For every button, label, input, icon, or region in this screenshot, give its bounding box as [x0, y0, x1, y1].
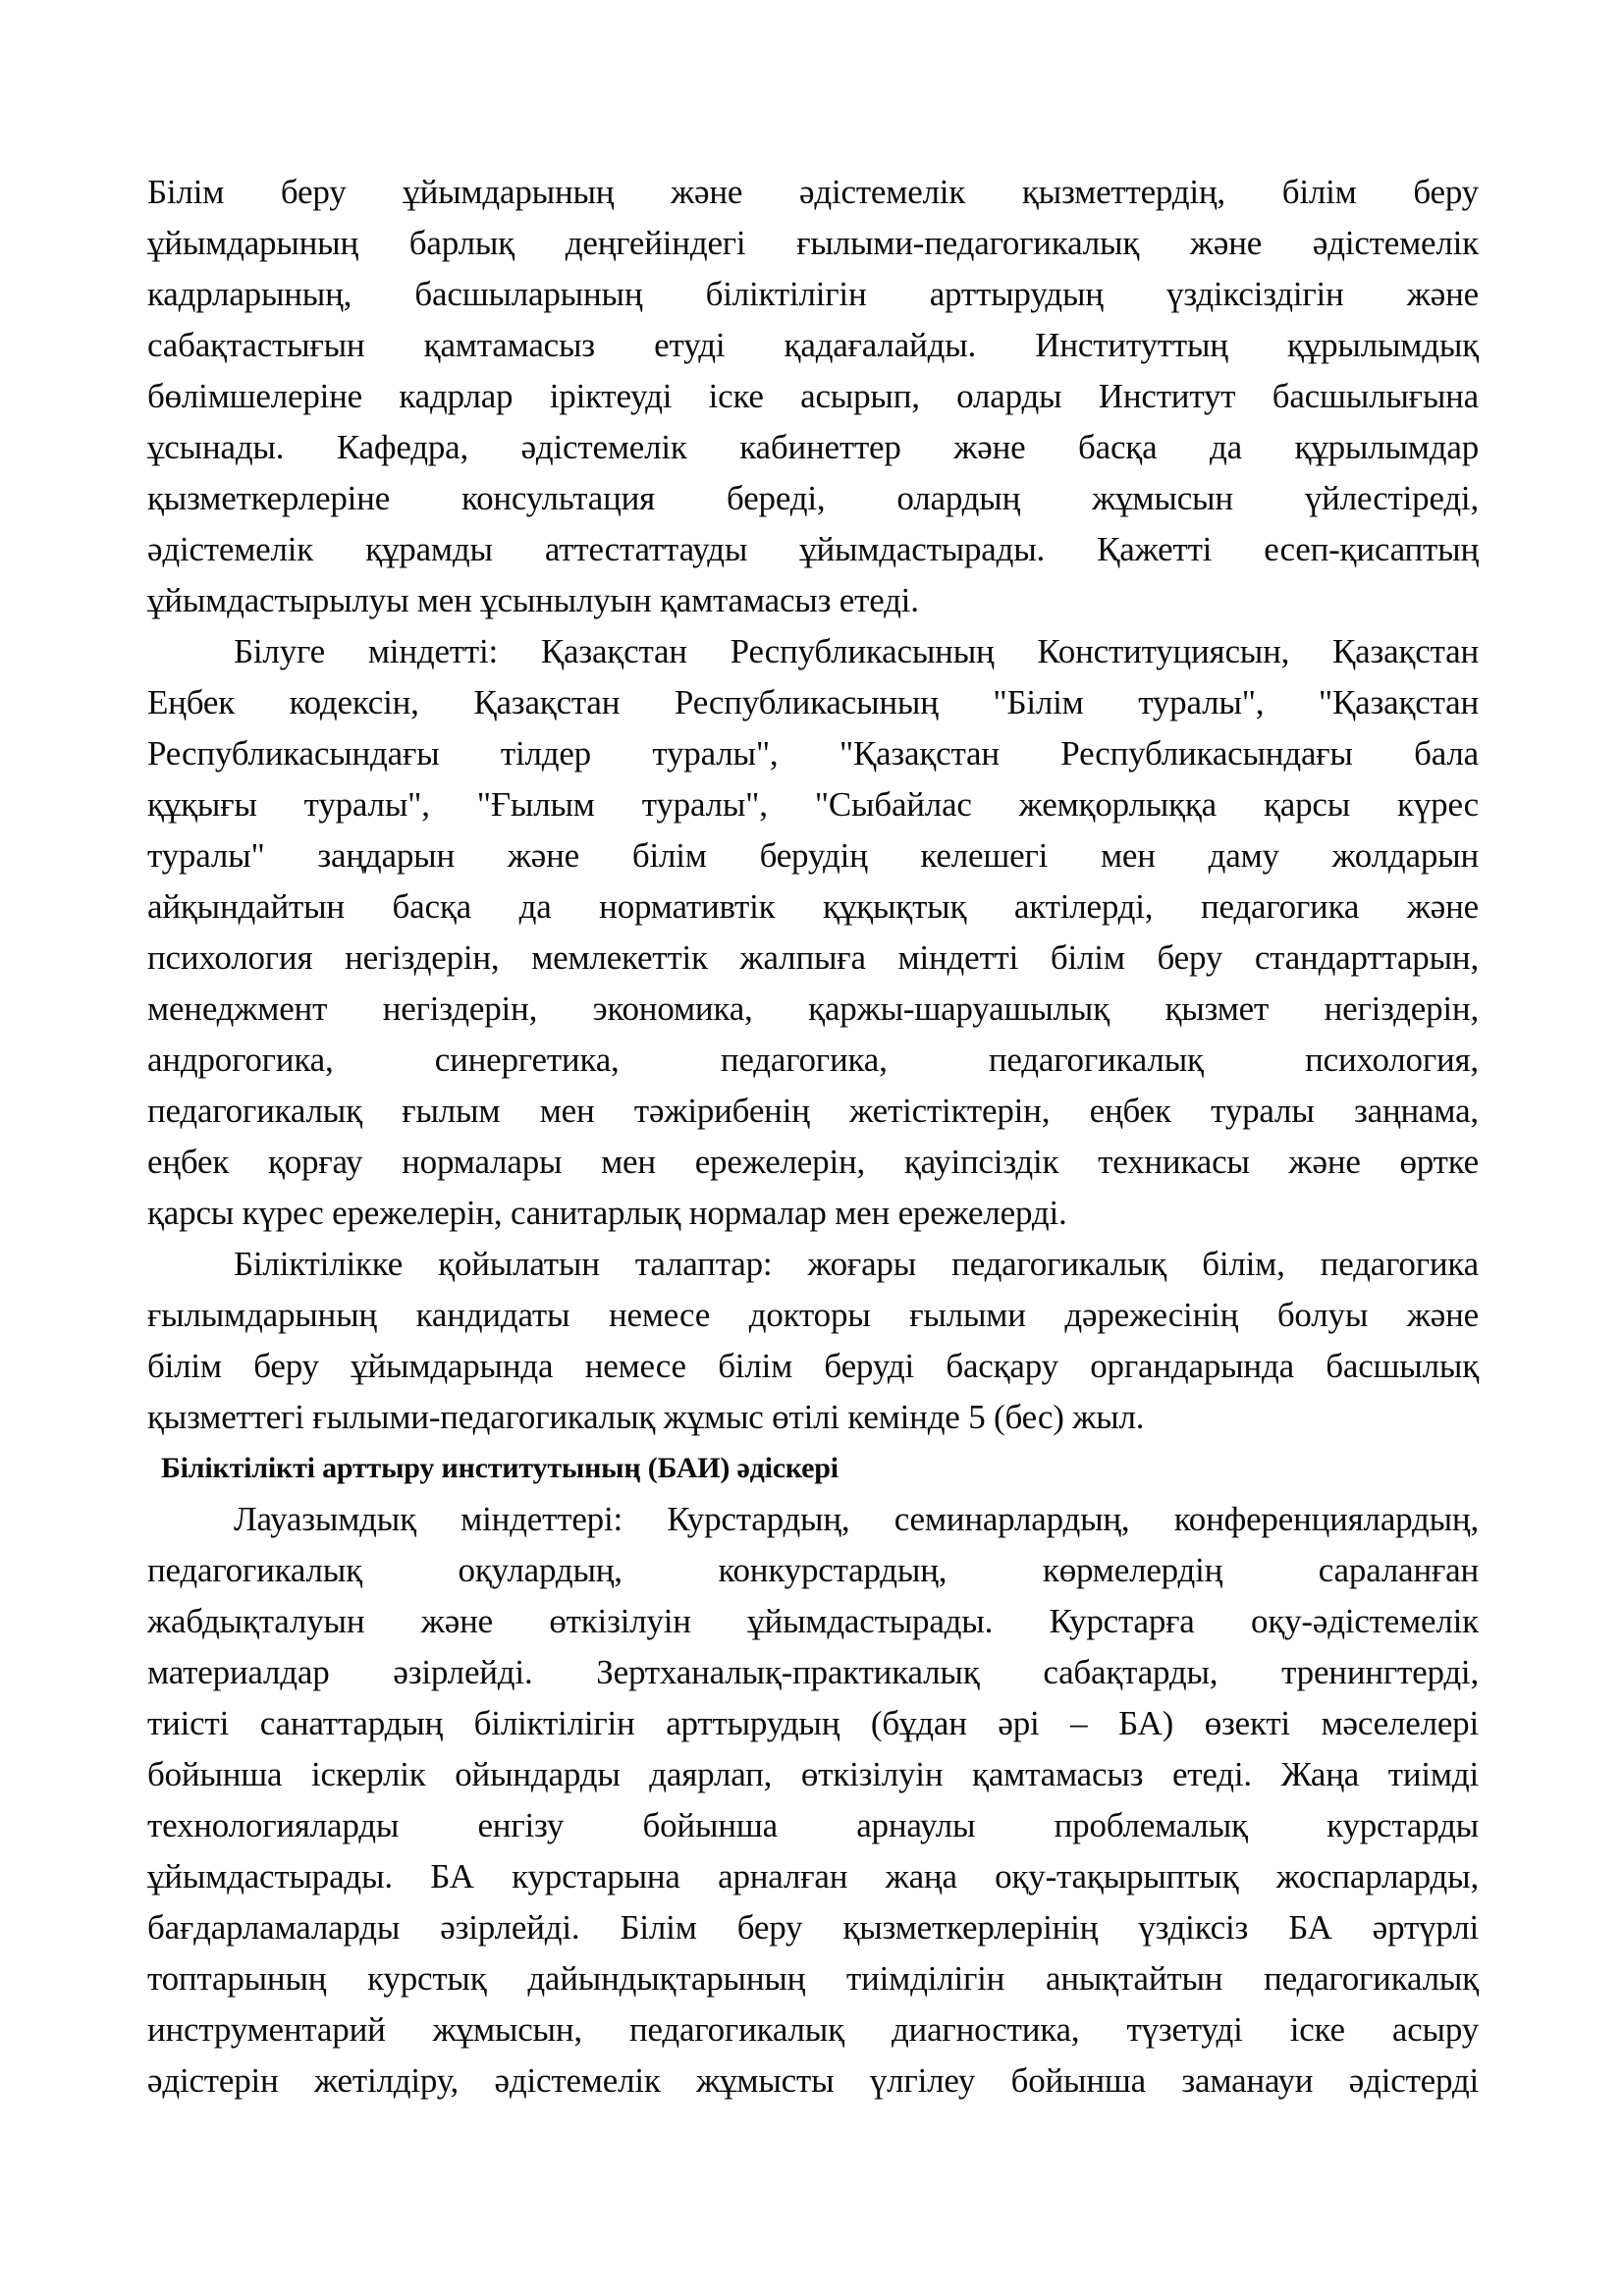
text-line: бойынша іскерлік ойындарды даярлап, өткізілуін қамтамасыз етеді. Жаңа тиімді: [147, 1755, 1479, 1793]
text-line: педагогикалық оқулардың, конкурстардың, көрмелердің сараланған: [147, 1551, 1479, 1589]
text-line: ұйымдастырылуы мен ұсынылуын қамтамасыз етеді.: [147, 581, 919, 619]
text-line: менеджмент негіздерін, экономика, қаржы-шаруашылық қызмет негіздерін,: [147, 989, 1479, 1028]
text-line: әдістерін жетілдіру, әдістемелік жұмысты үлгілеу бойынша заманауи әдістерді: [147, 2061, 1479, 2100]
text-line: Біліктілікті арттыру институтының (БАИ) әдіскері: [161, 1452, 839, 1484]
text-line: педагогикалық ғылым мен тәжірибенің жетістіктерін, еңбек туралы заңнама,: [147, 1092, 1479, 1130]
text-line: Біліктілікке қойылатын талаптар: жоғары педагогикалық білім, педагогика: [234, 1245, 1479, 1283]
text-line: сабақтастығын қамтамасыз етуді қадағалайды. Институттың құрылымдық: [147, 326, 1479, 364]
text-line: бөлімшелеріне кадрлар іріктеуді іске асырып, оларды Институт басшылығына: [147, 377, 1479, 415]
text-line: ұсынады. Кафедра, әдістемелік кабинеттер және басқа да құрылымдар: [147, 428, 1479, 466]
document-body: [147, 167, 1479, 2107]
text-line: психология негіздерін, мемлекеттік жалпыға міндетті білім беру стандарттарын,: [147, 938, 1479, 977]
text-line: Білім беру ұйымдарының және әдістемелік қызметтердің, білім беру: [147, 173, 1479, 211]
text-line: Республикасындағы тілдер туралы", "Қазақстан Республикасындағы бала: [147, 734, 1479, 773]
text-line: еңбек қорғау нормалары мен ережелерін, қауіпсіздік техникасы және өртке: [147, 1143, 1479, 1181]
text-line: Лауазымдық міндеттері: Курстардың, семинарлардың, конференциялардың,: [234, 1500, 1479, 1538]
text-line: Еңбек кодексін, Қазақстан Республикасының "Білім туралы", "Қазақстан: [147, 683, 1479, 721]
text-line: ұйымдастырады. БА курстарына арналған жаңа оқу-тақырыптық жоспарларды,: [147, 1857, 1479, 1896]
text-line: инструментарий жұмысын, педагогикалық диагностика, түзетуді іске асыру: [147, 2010, 1479, 2049]
text-line: қарсы күрес ережелерін, санитарлық нормалар мен ережелерді.: [147, 1194, 1067, 1232]
text-line: технологияларды енгізу бойынша арнаулы проблемалық курстарды: [147, 1806, 1479, 1844]
section-heading: [147, 1443, 1479, 1494]
text-line: ұйымдарының барлық деңгейіндегі ғылыми-педагогикалық және әдістемелік: [147, 224, 1479, 262]
text-line: әдістемелік құрамды аттестаттауды ұйымдастырады. Қажетті есеп-қисаптың: [147, 530, 1479, 568]
text-line: кадрларының, басшыларының біліктілігін арттырудың үздіксіздігін және: [147, 275, 1479, 313]
text-line: қызметтегі ғылыми-педагогикалық жұмыс өтілі кемінде 5 (бес) жыл.: [147, 1398, 1145, 1436]
text-line: қызметкерлеріне консультация береді, олардың жұмысын үйлестіреді,: [147, 479, 1479, 517]
text-line: Білуге міндетті: Қазақстан Республикасының Конституциясын, Қазақстан: [234, 632, 1479, 670]
paragraph: [147, 1494, 1479, 2107]
text-line: туралы" заңдарын және білім берудің келешегі мен даму жолдарын: [147, 836, 1479, 875]
text-line: материалдар әзірлейді. Зертханалық-практикалық сабақтарды, тренингтерді,: [147, 1653, 1479, 1691]
text-line: жабдықталуын және өткізілуін ұйымдастырады. Курстарға оқу-әдістемелік: [147, 1602, 1479, 1640]
text-line: ғылымдарының кандидаты немесе докторы ғылыми дәрежесінің болуы және: [147, 1296, 1479, 1334]
text-line: бағдарламаларды әзірлейді. Білім беру қызметкерлерінің үздіксіз БА әртүрлі: [147, 1908, 1479, 1947]
paragraph: [147, 167, 1479, 626]
text-line: топтарының курстық дайындықтарының тиімділігін анықтайтын педагогикалық: [147, 1959, 1479, 1998]
text-line: айқындайтын басқа да нормативтік құқықтық актілерді, педагогика және: [147, 887, 1479, 926]
text-line: құқығы туралы", "Ғылым туралы", "Сыбайлас жемқорлыққа қарсы күрес: [147, 785, 1479, 824]
paragraph: [147, 1239, 1479, 1443]
text-line: андрогогика, синергетика, педагогика, педагогикалық психология,: [147, 1041, 1479, 1079]
paragraph: [147, 626, 1479, 1239]
text-line: білім беру ұйымдарында немесе білім беруді басқару органдарында басшылық: [147, 1347, 1479, 1385]
text-line: тиісті санаттардың біліктілігін арттырудың (бұдан әрі – БА) өзекті мәселелері: [147, 1704, 1479, 1742]
